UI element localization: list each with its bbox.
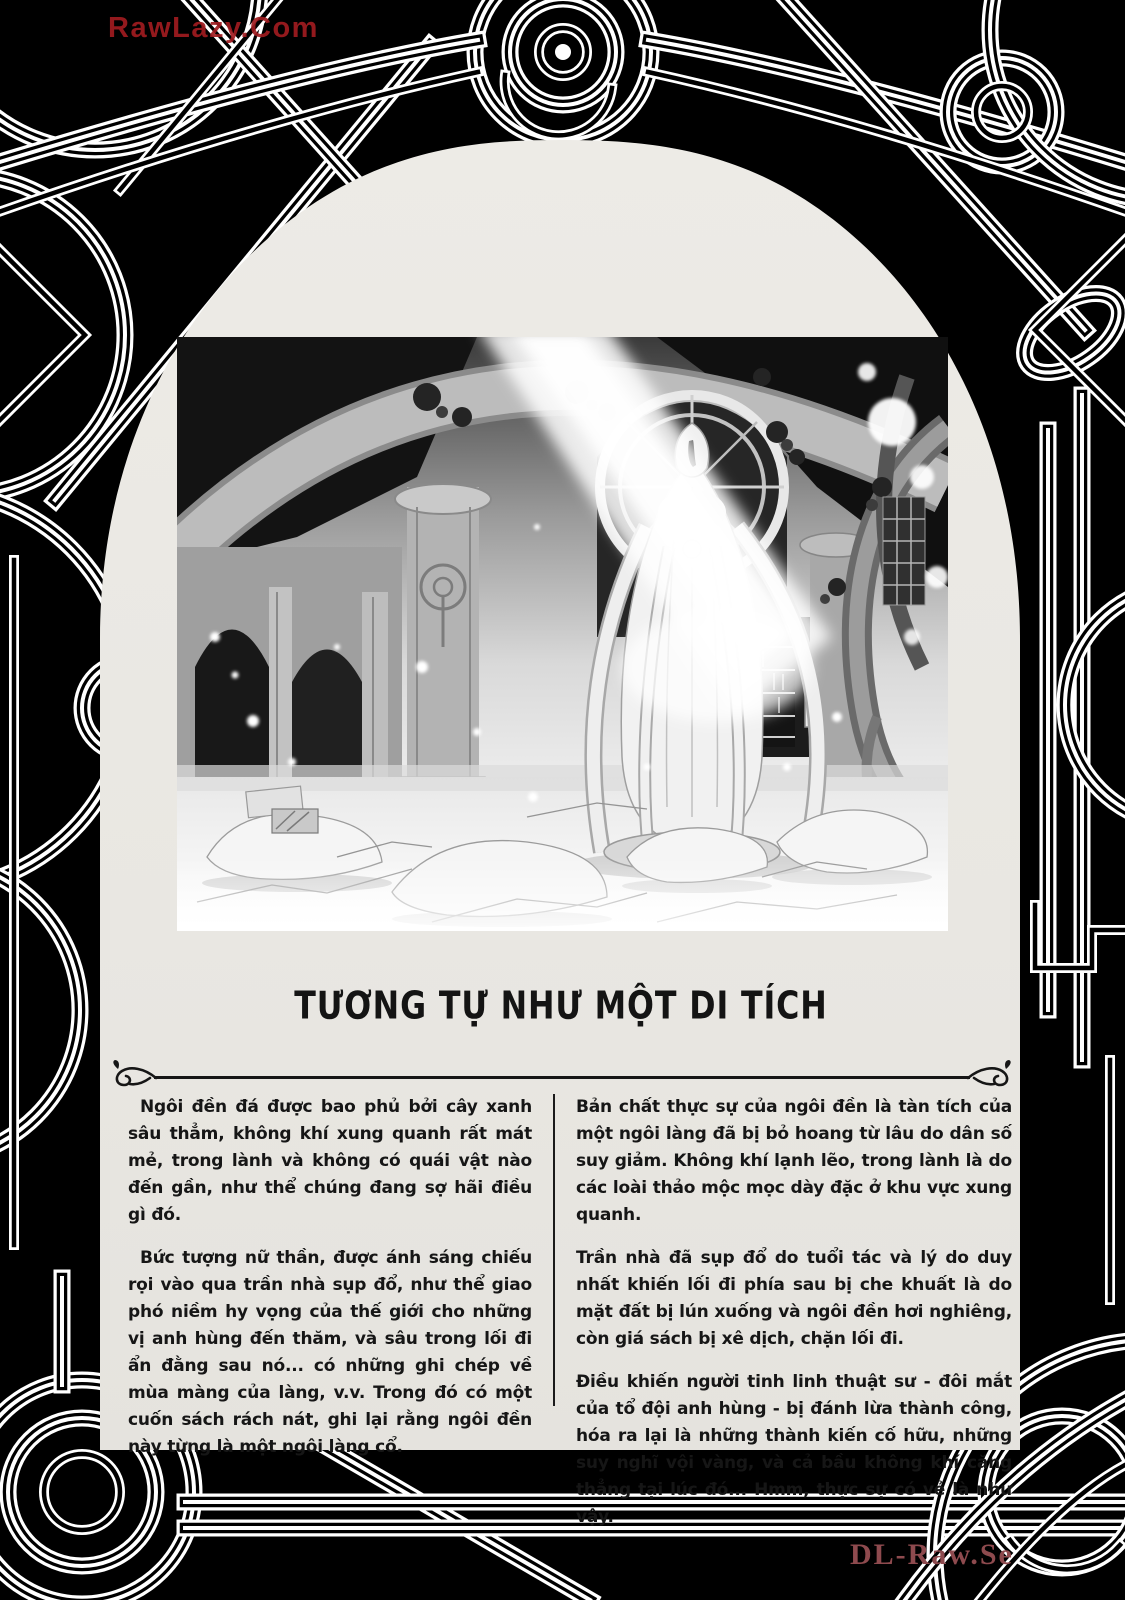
title-divider-rule [154, 1076, 970, 1079]
temple-illustration-scene [177, 337, 948, 931]
paragraph: Trần nhà đã sụp đổ do tuổi tác và lý do duy nhất khiến lối đi phía sau bị che khuất là do mặt đất bị lún xuống và ngôi đền hơi nghiêng, còn giá sách bị xê dịch, chặn lối đi. [576, 1248, 1012, 1349]
paragraph: Bản chất thực sự của ngôi đền là tàn tích của một ngôi làng đã bị bỏ hoang từ lâu do dân số suy giảm. Không khí lạnh lẽo, trong lành là do các loài thảo mộc mọc dày đặc ở khu vực xung quanh. [576, 1097, 1012, 1225]
right-column [553, 1094, 1012, 1527]
lore-text-columns [128, 1094, 1016, 1527]
paragraph: Bức tượng nữ thần, được ánh sáng chiếu rọi vào qua trần nhà sụp đổ, như thể giao phó niềm hy vọng của thế giới cho những vị anh hùng đến thăm, và sâu trong lối đi ẩn đằng sau nó... có những ghi chép về mùa màng của làng, v.v. Trong đó có một cuốn sách rách nát, ghi lại rằng ngôi đền này từng là một ngôi làng cổ. [128, 1248, 532, 1457]
watermark-rawlazy: RawLazy.Com [108, 12, 319, 44]
temple-illustration [177, 337, 948, 931]
chapter-title: TƯƠNG TỰ NHƯ MỘT DI TÍCH [294, 984, 828, 1029]
left-column [128, 1094, 553, 1457]
divider-flourish-right [966, 1060, 1014, 1094]
paragraph: Điều khiến người tinh linh thuật sư - đôi mắt của tổ đội anh hùng - bị đánh lừa thành công, hóa ra lại là những thành kiến cố hữu, những suy nghĩ vội vàng, và cả bầu không khí căng thẳng tại lúc đó... Hmm, thực sự có vẻ là như vậy. [576, 1372, 1012, 1527]
divider-flourish-left [110, 1060, 158, 1094]
watermark-dlraw: DL-Raw.Se [850, 1538, 1014, 1571]
paragraph: Ngôi đền đá được bao phủ bởi cây xanh sâu thẳm, không khí xung quanh rất mát mẻ, trong lành và không có quái vật nào đến gần, như thể chúng đang sợ hãi điều gì đó. [128, 1097, 532, 1225]
